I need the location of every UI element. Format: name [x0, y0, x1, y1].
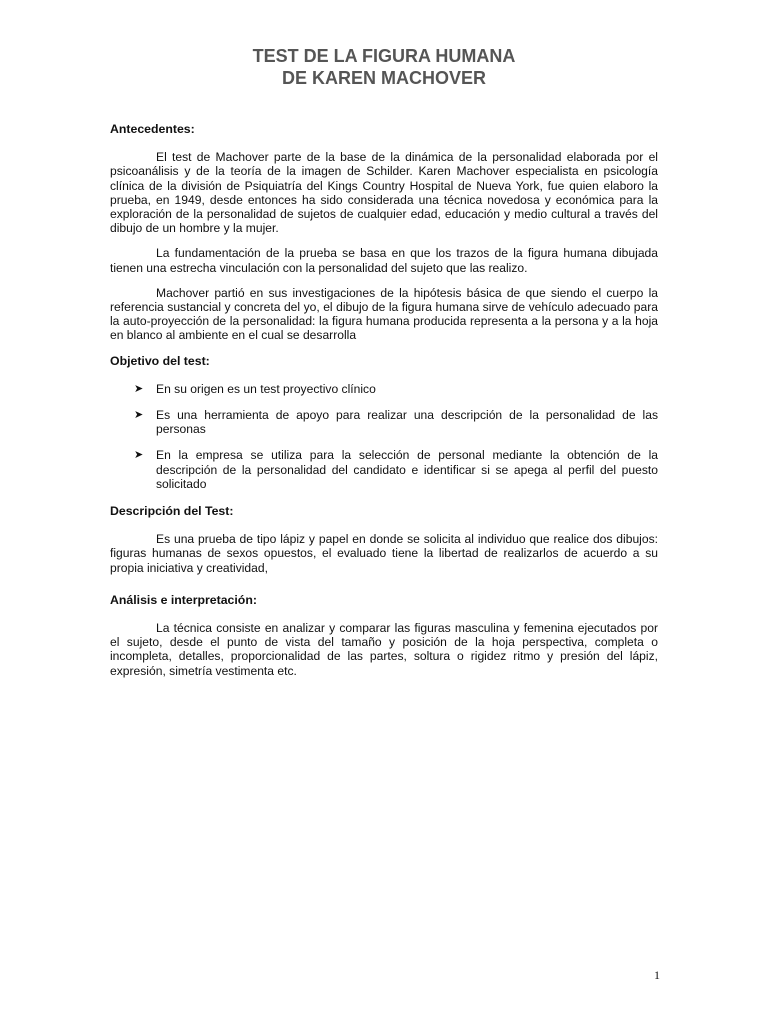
bullet-text: Es una herramienta de apoyo para realizar una descripción de la personalidad de las personas — [156, 408, 658, 437]
arrowhead-bullet-icon: ➤ — [134, 449, 144, 462]
list-item — [110, 408, 658, 436]
analisis-paragraph-1: La técnica consiste en analizar y comparar las figuras masculina y femenina ejecutados por el sujeto, desde el punto de vista del tamaño y posición de la hoja perspectiva, completa o incompleta, detalles, proporcionalidad de las partes, soltura o rigidez ritmo y presión del lápiz, expresión, simetría vestimenta etc. — [110, 621, 658, 678]
objetivo-bullet-list — [110, 382, 658, 491]
document-body — [110, 122, 658, 689]
list-item — [110, 448, 658, 491]
bullet-text: En la empresa se utiliza para la selección de personal mediante la obtención de la descripción de la personalidad del candidato e identificar si se apega al perfil del puesto solicitado — [156, 448, 658, 491]
section-heading-descripcion: Descripción del Test: — [110, 504, 234, 519]
section-heading-objetivo: Objetivo del test: — [110, 353, 210, 368]
section-heading-analisis: Análisis e interpretación: — [110, 592, 257, 607]
document-title-line-1: TEST DE LA FIGURA HUMANA — [252, 46, 516, 66]
arrowhead-bullet-icon: ➤ — [134, 382, 144, 395]
descripcion-paragraph-1: Es una prueba de tipo lápiz y papel en donde se solicita al individuo que realice dos dibujos: figuras humanas de sexos opuestos, el evaluado tiene la libertad de realizarlos de acuerdo a su propia iniciativa y creatividad, — [110, 532, 658, 575]
antecedentes-paragraph-2: La fundamentación de la prueba se basa en que los trazos de la figura humana dibujada tienen una estrecha vinculación con la personalidad del sujeto que las realizo. — [110, 246, 658, 275]
antecedentes-paragraph-1: El test de Machover parte de la base de la dinámica de la personalidad elaborada por el psicoanálisis y de la teoría de la imagen de Schilder. Karen Machover especialista en psicología clínica de la división de Psiquiatría del Kings Country Hospital de Nueva York, fue quien elaboro la prueba, en 1949, desde entonces ha sido considerada una técnica novedosa y económica para la exploración de la personalidad de sujetos de cualquier edad, educación y medio cultural a través del dibujo de un hombre y la mujer. — [110, 150, 658, 236]
list-item — [110, 382, 658, 396]
arrowhead-bullet-icon: ➤ — [134, 409, 144, 422]
antecedentes-paragraph-3: Machover partió en sus investigaciones de la hipótesis básica de que siendo el cuerpo la referencia sustancial y concreta del yo, el dibujo de la figura humana sirve de vehículo adecuado para la auto-proyección de la personalidad: la figura humana producida representa a la persona y a la hoja en blanco al ambiente en el cual se desarrolla — [110, 285, 658, 343]
bullet-text: En su origen es un test proyectivo clínico — [156, 381, 376, 396]
document-title-line-2: DE KAREN MACHOVER — [281, 68, 486, 88]
page-number: 1 — [654, 968, 660, 982]
section-heading-antecedentes: Antecedentes: — [110, 122, 195, 136]
